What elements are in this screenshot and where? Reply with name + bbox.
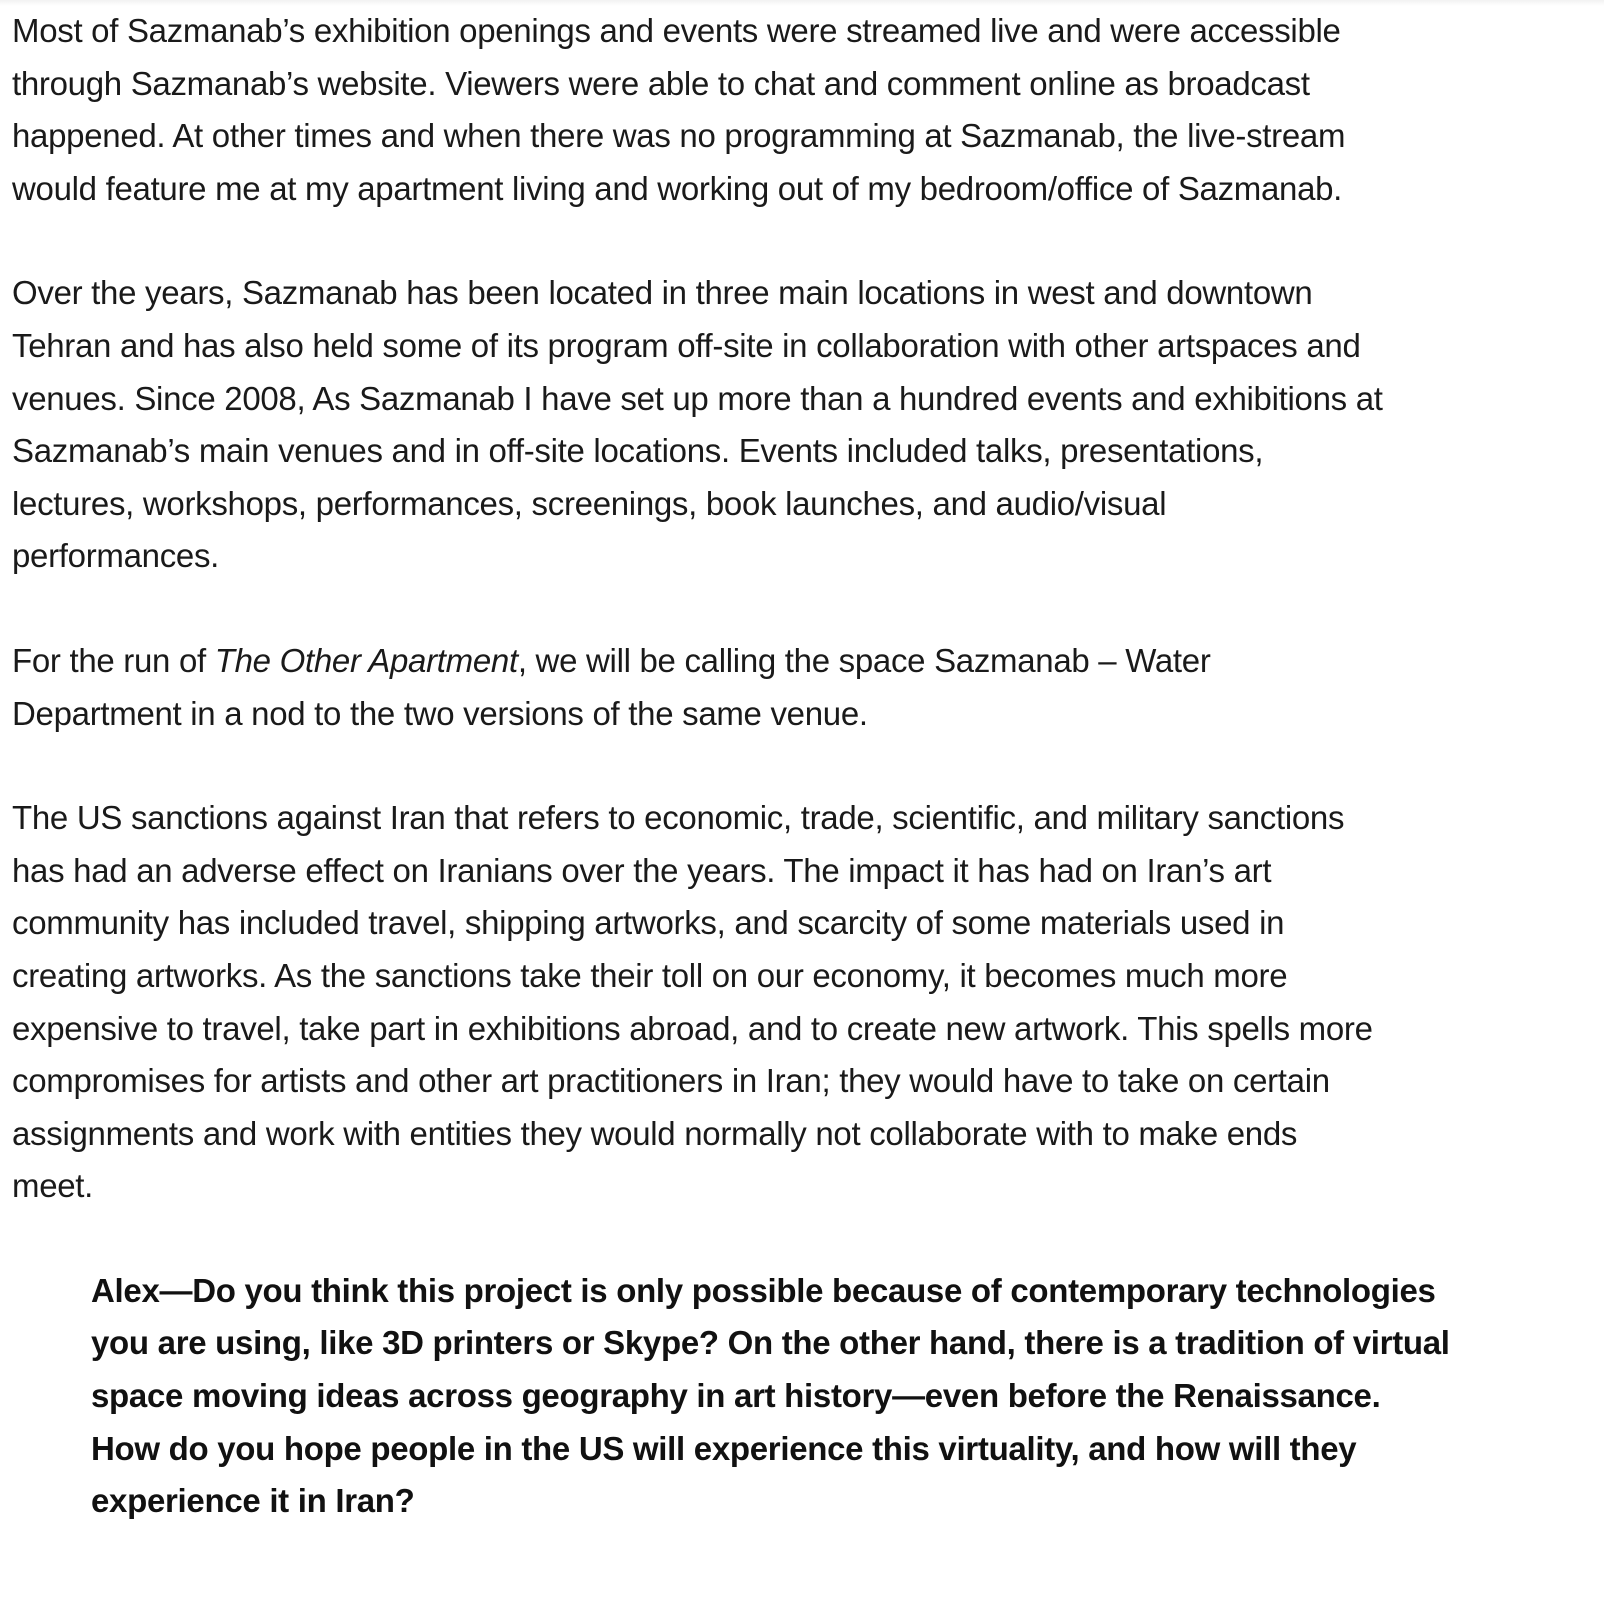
question-line: Alex—Do you think this project is only possible because of contemporary technologies bbox=[91, 1271, 1436, 1309]
text-line: through Sazmanab’s website. Viewers were able to chat and comment online as broadcast bbox=[12, 64, 1310, 102]
text-line: Most of Sazmanab’s exhibition openings and events were streamed live and were accessible bbox=[12, 12, 1341, 49]
text-line: happened. At other times and when there was no programming at Sazmanab, the live-stream bbox=[12, 117, 1346, 155]
text-line: Sazmanab’s main venues and in off-site locations. Events included talks, presentations, bbox=[12, 432, 1264, 470]
exhibition-title: The Other Apartment bbox=[214, 641, 518, 679]
text-line: lectures, workshops, performances, screenings, book launches, and audio/visual bbox=[12, 484, 1167, 522]
interview-question bbox=[12, 1265, 1572, 1528]
question-line: you are using, like 3D printers or Skype? On the other hand, there is a tradition of virtual bbox=[91, 1324, 1450, 1362]
text-line: compromises for artists and other art practitioners in Iran; they would have to take on certain bbox=[12, 1062, 1330, 1100]
paragraph-water-department bbox=[12, 635, 1572, 740]
paragraph-sanctions bbox=[12, 792, 1572, 1213]
text-line: expensive to travel, take part in exhibitions abroad, and to create new artwork. This spells more bbox=[12, 1009, 1373, 1047]
paragraph-livestream bbox=[12, 5, 1572, 215]
paragraph-locations bbox=[12, 267, 1572, 583]
text-fragment: For the run of bbox=[12, 641, 215, 679]
question-line: How do you hope people in the US will experience this virtuality, and how will they bbox=[91, 1429, 1357, 1467]
text-line: meet. bbox=[12, 1167, 94, 1205]
text-line: creating artworks. As the sanctions take their toll on our economy, it becomes much more bbox=[12, 956, 1288, 994]
text-line: Department in a nod to the two versions of the same venue. bbox=[12, 694, 868, 732]
text-line: would feature me at my apartment living and working out of my bedroom/office of Sazmanab. bbox=[12, 169, 1343, 207]
text-line: The US sanctions against Iran that refers to economic, trade, scientific, and military sanctions bbox=[12, 799, 1345, 837]
article-body bbox=[12, 5, 1572, 1528]
text-fragment: , we will be calling the space Sazmanab – Water bbox=[517, 641, 1211, 679]
text-line: Over the years, Sazmanab has been located in three main locations in west and downtown bbox=[12, 274, 1313, 312]
text-line: venues. Since 2008, As Sazmanab I have set up more than a hundred events and exhibitions at bbox=[12, 379, 1383, 417]
text-line: Tehran and has also held some of its program off-site in collaboration with other artspaces and bbox=[12, 326, 1361, 364]
question-line: space moving ideas across geography in art history—even before the Renaissance. bbox=[91, 1377, 1381, 1415]
question-line: experience it in Iran? bbox=[91, 1482, 415, 1520]
text-line bbox=[12, 635, 1572, 688]
text-line: performances. bbox=[12, 537, 220, 575]
text-line: community has included travel, shipping artworks, and scarcity of some materials used in bbox=[12, 904, 1285, 942]
text-line: assignments and work with entities they would normally not collaborate with to make ends bbox=[12, 1114, 1298, 1152]
text-line: has had an adverse effect on Iranians over the years. The impact it has had on Iran’s art bbox=[12, 851, 1272, 889]
